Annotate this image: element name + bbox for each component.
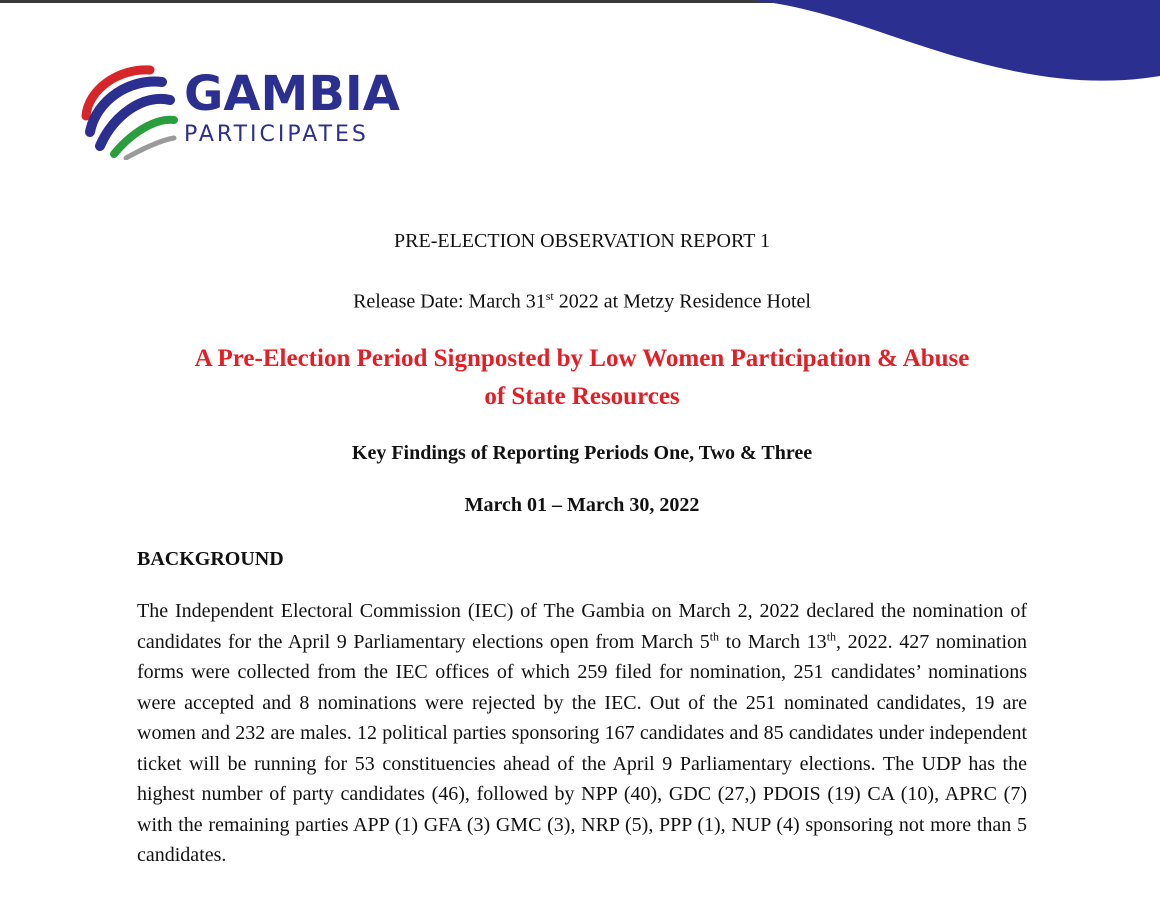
report-title: PRE-ELECTION OBSERVATION REPORT 1 (394, 230, 770, 252)
paragraph-ordinal-2: th (826, 628, 837, 643)
report-headline (137, 340, 1027, 416)
background-heading: BACKGROUND (137, 548, 284, 570)
logo-brand-primary: GAMBIA (184, 66, 400, 122)
paragraph-text-2: to March 13 (719, 630, 827, 653)
paragraph-text-1: The Independent Electoral Commission (IEC) of The Gambia on March 2, 2022 declared the nomination of candidates for the April 9 Parliamentary elections open from March 5 (137, 600, 1027, 653)
reporting-period: March 01 – March 30, 2022 (464, 494, 700, 516)
gambia-participates-logo (78, 60, 408, 160)
logo-brand-secondary: PARTICIPATES (184, 122, 369, 147)
key-findings-subtitle: Key Findings of Reporting Periods One, Two & Three (351, 442, 813, 464)
paragraph-text-3: , 2022. 427 nomination forms were collected from the IEC offices of which 259 filed for nomination, 251 candidates’ nominations were accepted and 8 nominations were rejected by the IEC. Out of the 251 nominated candidates, 19 are women and 232 are males. 12 political parties sponsoring 167 candidates and 85 candidates under independent ticket will be running for 53 constituencies ahead of the April 9 Parliamentary elections. The UDP has the highest number of party candidates (46), followed by NPP (40), GDC (27,) PDOIS (19) CA (10), APRC (7) with the remaining parties APP (1) GFA (3) GMC (3), NRP (5), PPP (1), NUP (4) sponsoring not more than 5 candidates. (137, 630, 1028, 866)
release-prefix: Release Date: March 31 (353, 290, 546, 313)
header-wave-path (752, 0, 1160, 81)
release-date (137, 289, 1027, 314)
headline-line-1: A Pre-Election Period Signposted by Low Women Participation & Abuse (194, 345, 970, 372)
release-suffix: 2022 at Metzy Residence Hotel (553, 290, 811, 313)
headline-line-2: of State Resources (484, 383, 680, 410)
globe-swoosh-icon (78, 60, 178, 160)
background-paragraph (137, 596, 1027, 871)
paragraph-ordinal-1: th (709, 628, 720, 643)
release-ordinal: st (545, 289, 554, 303)
